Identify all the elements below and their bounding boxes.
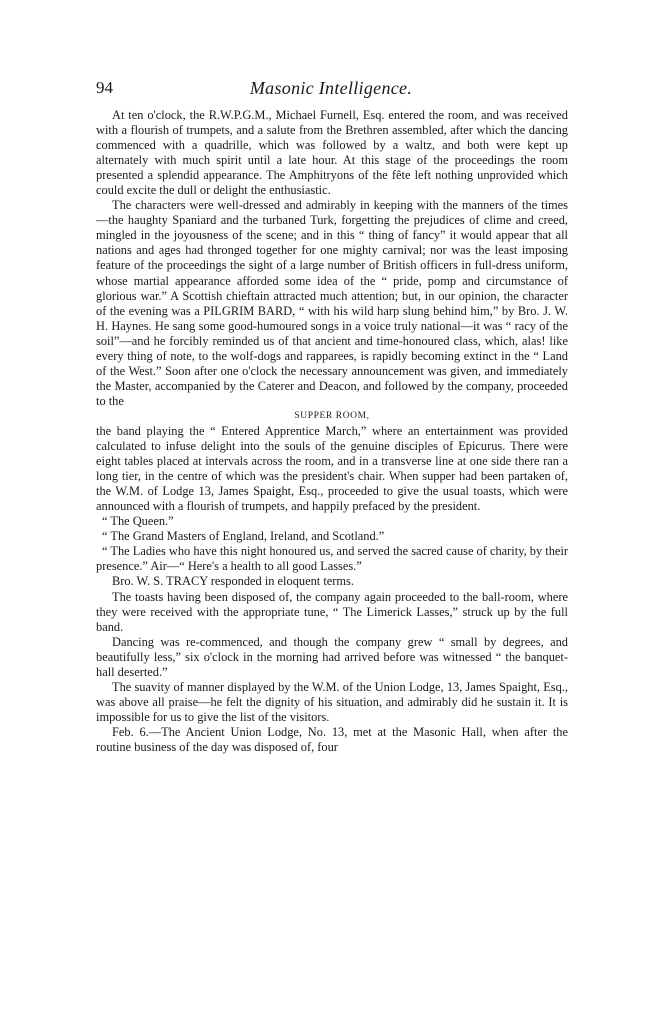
paragraph: The suavity of manner displayed by the W.M. of the Union Lodge, 13, James Spaight, Esq., was above all praise—he felt the dignity of his situation, and admirably did he sustain it. It is impossible for us to give the list of the visitors. xyxy=(96,679,568,724)
page-header xyxy=(96,78,566,100)
paragraph: the band playing the “ Entered Apprentice March,” where an entertainment was provided calculated to infuse delight into the souls of the genuine disciples of Epicurus. There were eight tables placed at intervals across the room, and in a transverse line at one side there ran a long tier, in the centre of which was the president's chair. When supper had been partaken of, the W.M. of Lodge 13, James Spaight, Esq., proceeded to give the usual toasts, which were announced with a flourish of trumpets, and happily prefaced by the president. xyxy=(96,423,568,514)
toast-line: “ The Ladies who have this night honoured us, and served the sacred cause of charity, by their presence.” Air—“ Here's a health to all good Lasses.” xyxy=(96,544,568,574)
paragraph: The toasts having been disposed of, the company again proceeded to the ball-room, where they were received with the appropriate tune, “ The Limerick Lasses,” struck up by the full band. xyxy=(96,589,568,634)
paragraph: Bro. W. S. TRACY responded in eloquent terms. xyxy=(112,574,354,589)
toast-line: “ The Queen.” xyxy=(102,514,174,529)
section-heading: SUPPER ROOM, xyxy=(294,410,370,421)
paragraph: At ten o'clock, the R.W.P.G.M., Michael Furnell, Esq. entered the room, and was received with a flourish of trumpets, and a salute from the Brethren assembled, after which the dancing commenced with a quadrille, which was followed by a waltz, and both were kept up alternately with much spirit until a late hour. At this stage of the proceedings the room presented a splendid appearance. The Amphitryons of the fête left nothing unprovided which could excite the dull or delight the enthusiastic. xyxy=(96,108,568,198)
paragraph: The characters were well-dressed and admirably in keeping with the manners of the times—the haughty Spaniard and the turbaned Turk, forgetting the prejudices of clime and creed, mingled in the joyousness of the scene; and in this “ thing of fancy” it would appear that all nations and ages had thronged together for one mighty carnival; nor was the least imposing feature of the proceedings the sight of a large number of British officers in full-dress uniform, whose martial appearance afforded some idea of the “ pride, pomp and circumstance of glorious war.” A Scottish chieftain attracted much attention; but, in our opinion, the character of the evening was a PILGRIM BARD, “ with his wild harp slung behind him,” by Bro. J. W. H. Haynes. He sang some good-humoured songs in a voice truly national—it was “ racy of the soil”—and he forcibly reminded us of that ancient and time-honoured class, which, alas! like every thing of note, to the wolf-dogs and rapparees, is rapidly becoming extinct in the “ Land of the West.” Soon after one o'clock the necessary announcement was given, and immediately the Master, accompanied by the Caterer and Deacon, and followed by the company, proceeded to the xyxy=(96,198,568,408)
page-number: 94 xyxy=(96,78,113,97)
toast-line: “ The Grand Masters of England, Ireland, and Scotland.” xyxy=(102,529,385,544)
running-head: Masonic Intelligence. xyxy=(249,78,413,98)
article-body xyxy=(96,108,568,755)
paragraph: Dancing was re-commenced, and though the company grew “ small by degrees, and beautifully less,” six o'clock in the morning had arrived before was witnessed “ the banquet-hall deserted.” xyxy=(96,634,568,679)
paragraph: Feb. 6.—The Ancient Union Lodge, No. 13, met at the Masonic Hall, when after the routine business of the day was disposed of, four xyxy=(96,724,568,754)
